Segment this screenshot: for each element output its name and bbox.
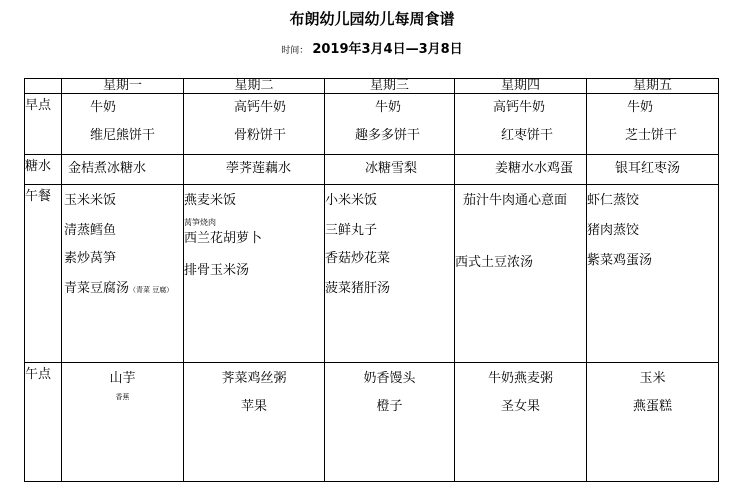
- menu-item-text: 青菜豆腐汤: [64, 281, 130, 296]
- menu-item: 菠菜猪肝汤: [325, 281, 391, 296]
- menu-item: 荸荠莲藕水: [226, 161, 292, 176]
- menu-item: 银耳红枣汤: [615, 161, 681, 176]
- menu-item: 西兰花胡萝卜: [184, 231, 263, 246]
- menu-item: 荠菜鸡丝粥: [221, 371, 287, 386]
- menu-item: 趣多多饼干: [355, 128, 421, 143]
- sugar-water-cell: [455, 155, 587, 185]
- breakfast-cell: [455, 94, 587, 155]
- date-range: [0, 38, 744, 57]
- breakfast-cell: [62, 94, 184, 155]
- lunch-cell: [184, 185, 325, 363]
- row-label-lunch: 午餐: [25, 185, 62, 363]
- menu-item: 三鲜丸子: [325, 223, 378, 238]
- breakfast-cell: [325, 94, 455, 155]
- menu-item: 燕蛋糕: [632, 399, 672, 414]
- menu-item: 芝士饼干: [625, 128, 678, 143]
- lunch-row: [25, 185, 719, 363]
- menu-item: 奶香馒头: [363, 371, 416, 386]
- breakfast-cell: [587, 94, 719, 155]
- menu-item: 莴笋烧肉: [184, 218, 216, 227]
- menu-item: 骨粉饼干: [234, 128, 287, 143]
- menu-item: 牛奶: [90, 100, 117, 115]
- menu-item: 茄汁牛肉通心意面: [463, 193, 568, 208]
- lunch-cell: [455, 185, 587, 363]
- day-header: 星期一: [62, 79, 184, 94]
- afternoon-cell: [587, 363, 719, 482]
- menu-item: 香菇炒花菜: [325, 251, 391, 266]
- menu-item: [64, 281, 173, 298]
- row-label-breakfast: 早点: [25, 94, 62, 155]
- menu-item: 燕麦米饭: [184, 193, 237, 208]
- menu-item: 红枣饼干: [501, 128, 554, 143]
- lunch-cell: [325, 185, 455, 363]
- menu-item: 西式土豆浓汤: [455, 255, 534, 270]
- menu-item: 虾仁蒸饺: [587, 193, 640, 208]
- sugar-water-cell: [325, 155, 455, 185]
- menu-item: 金桔煮冰糖水: [68, 161, 147, 176]
- menu-item: 玉米: [639, 371, 666, 386]
- menu-item: 姜糖水水鸡蛋: [495, 161, 574, 176]
- breakfast-cell: [184, 94, 325, 155]
- corner-cell: [25, 79, 62, 94]
- date-range-value: 2019年3月4日—3月8日: [312, 42, 463, 57]
- menu-item: 排骨玉米汤: [184, 263, 250, 278]
- day-header: 星期二: [184, 79, 325, 94]
- menu-item: 牛奶: [375, 100, 402, 115]
- date-range-label: 时间：: [281, 46, 309, 56]
- menu-item: 高钙牛奶: [493, 100, 546, 115]
- sugar-water-row: [25, 155, 719, 185]
- menu-item: 苹果: [240, 399, 267, 414]
- menu-item: 清蒸鳕鱼: [64, 223, 117, 238]
- menu-item: 小米米饭: [325, 193, 378, 208]
- sugar-water-cell: [184, 155, 325, 185]
- afternoon-cell: [184, 363, 325, 482]
- afternoon-cell: [455, 363, 587, 482]
- sugar-water-cell: [587, 155, 719, 185]
- row-label-sugar-water: 糖水: [25, 155, 62, 185]
- sugar-water-cell: [62, 155, 184, 185]
- weekly-menu-table: [24, 78, 719, 482]
- day-header: 星期三: [325, 79, 455, 94]
- menu-item: 牛奶燕麦粥: [487, 371, 553, 386]
- menu-item: 橙子: [376, 399, 403, 414]
- menu-item: 冰糖雪梨: [365, 161, 418, 176]
- menu-item: 猪肉蒸饺: [587, 223, 640, 238]
- menu-item: 牛奶: [627, 100, 654, 115]
- lunch-cell: [62, 185, 184, 363]
- menu-item: 素炒莴笋: [64, 251, 117, 266]
- menu-item-note: （青菜 豆腐）: [129, 286, 174, 294]
- menu-item: 圣女果: [500, 399, 540, 414]
- page-title: 布朗幼儿园幼儿每周食谱: [289, 10, 455, 28]
- afternoon-row: [25, 363, 719, 482]
- menu-item: 香蕉: [115, 393, 130, 401]
- day-header: 星期五: [587, 79, 719, 94]
- header-row: [25, 79, 719, 94]
- menu-item: 紫菜鸡蛋汤: [587, 253, 653, 268]
- menu-item: 山芋: [109, 371, 136, 386]
- breakfast-row: [25, 94, 719, 155]
- lunch-cell: [587, 185, 719, 363]
- row-label-afternoon: 午点: [25, 363, 62, 482]
- afternoon-cell: [325, 363, 455, 482]
- afternoon-cell: [62, 363, 184, 482]
- day-header: 星期四: [455, 79, 587, 94]
- menu-item: 高钙牛奶: [234, 100, 287, 115]
- menu-item: 维尼熊饼干: [90, 128, 156, 143]
- menu-item: 玉米米饭: [64, 193, 117, 208]
